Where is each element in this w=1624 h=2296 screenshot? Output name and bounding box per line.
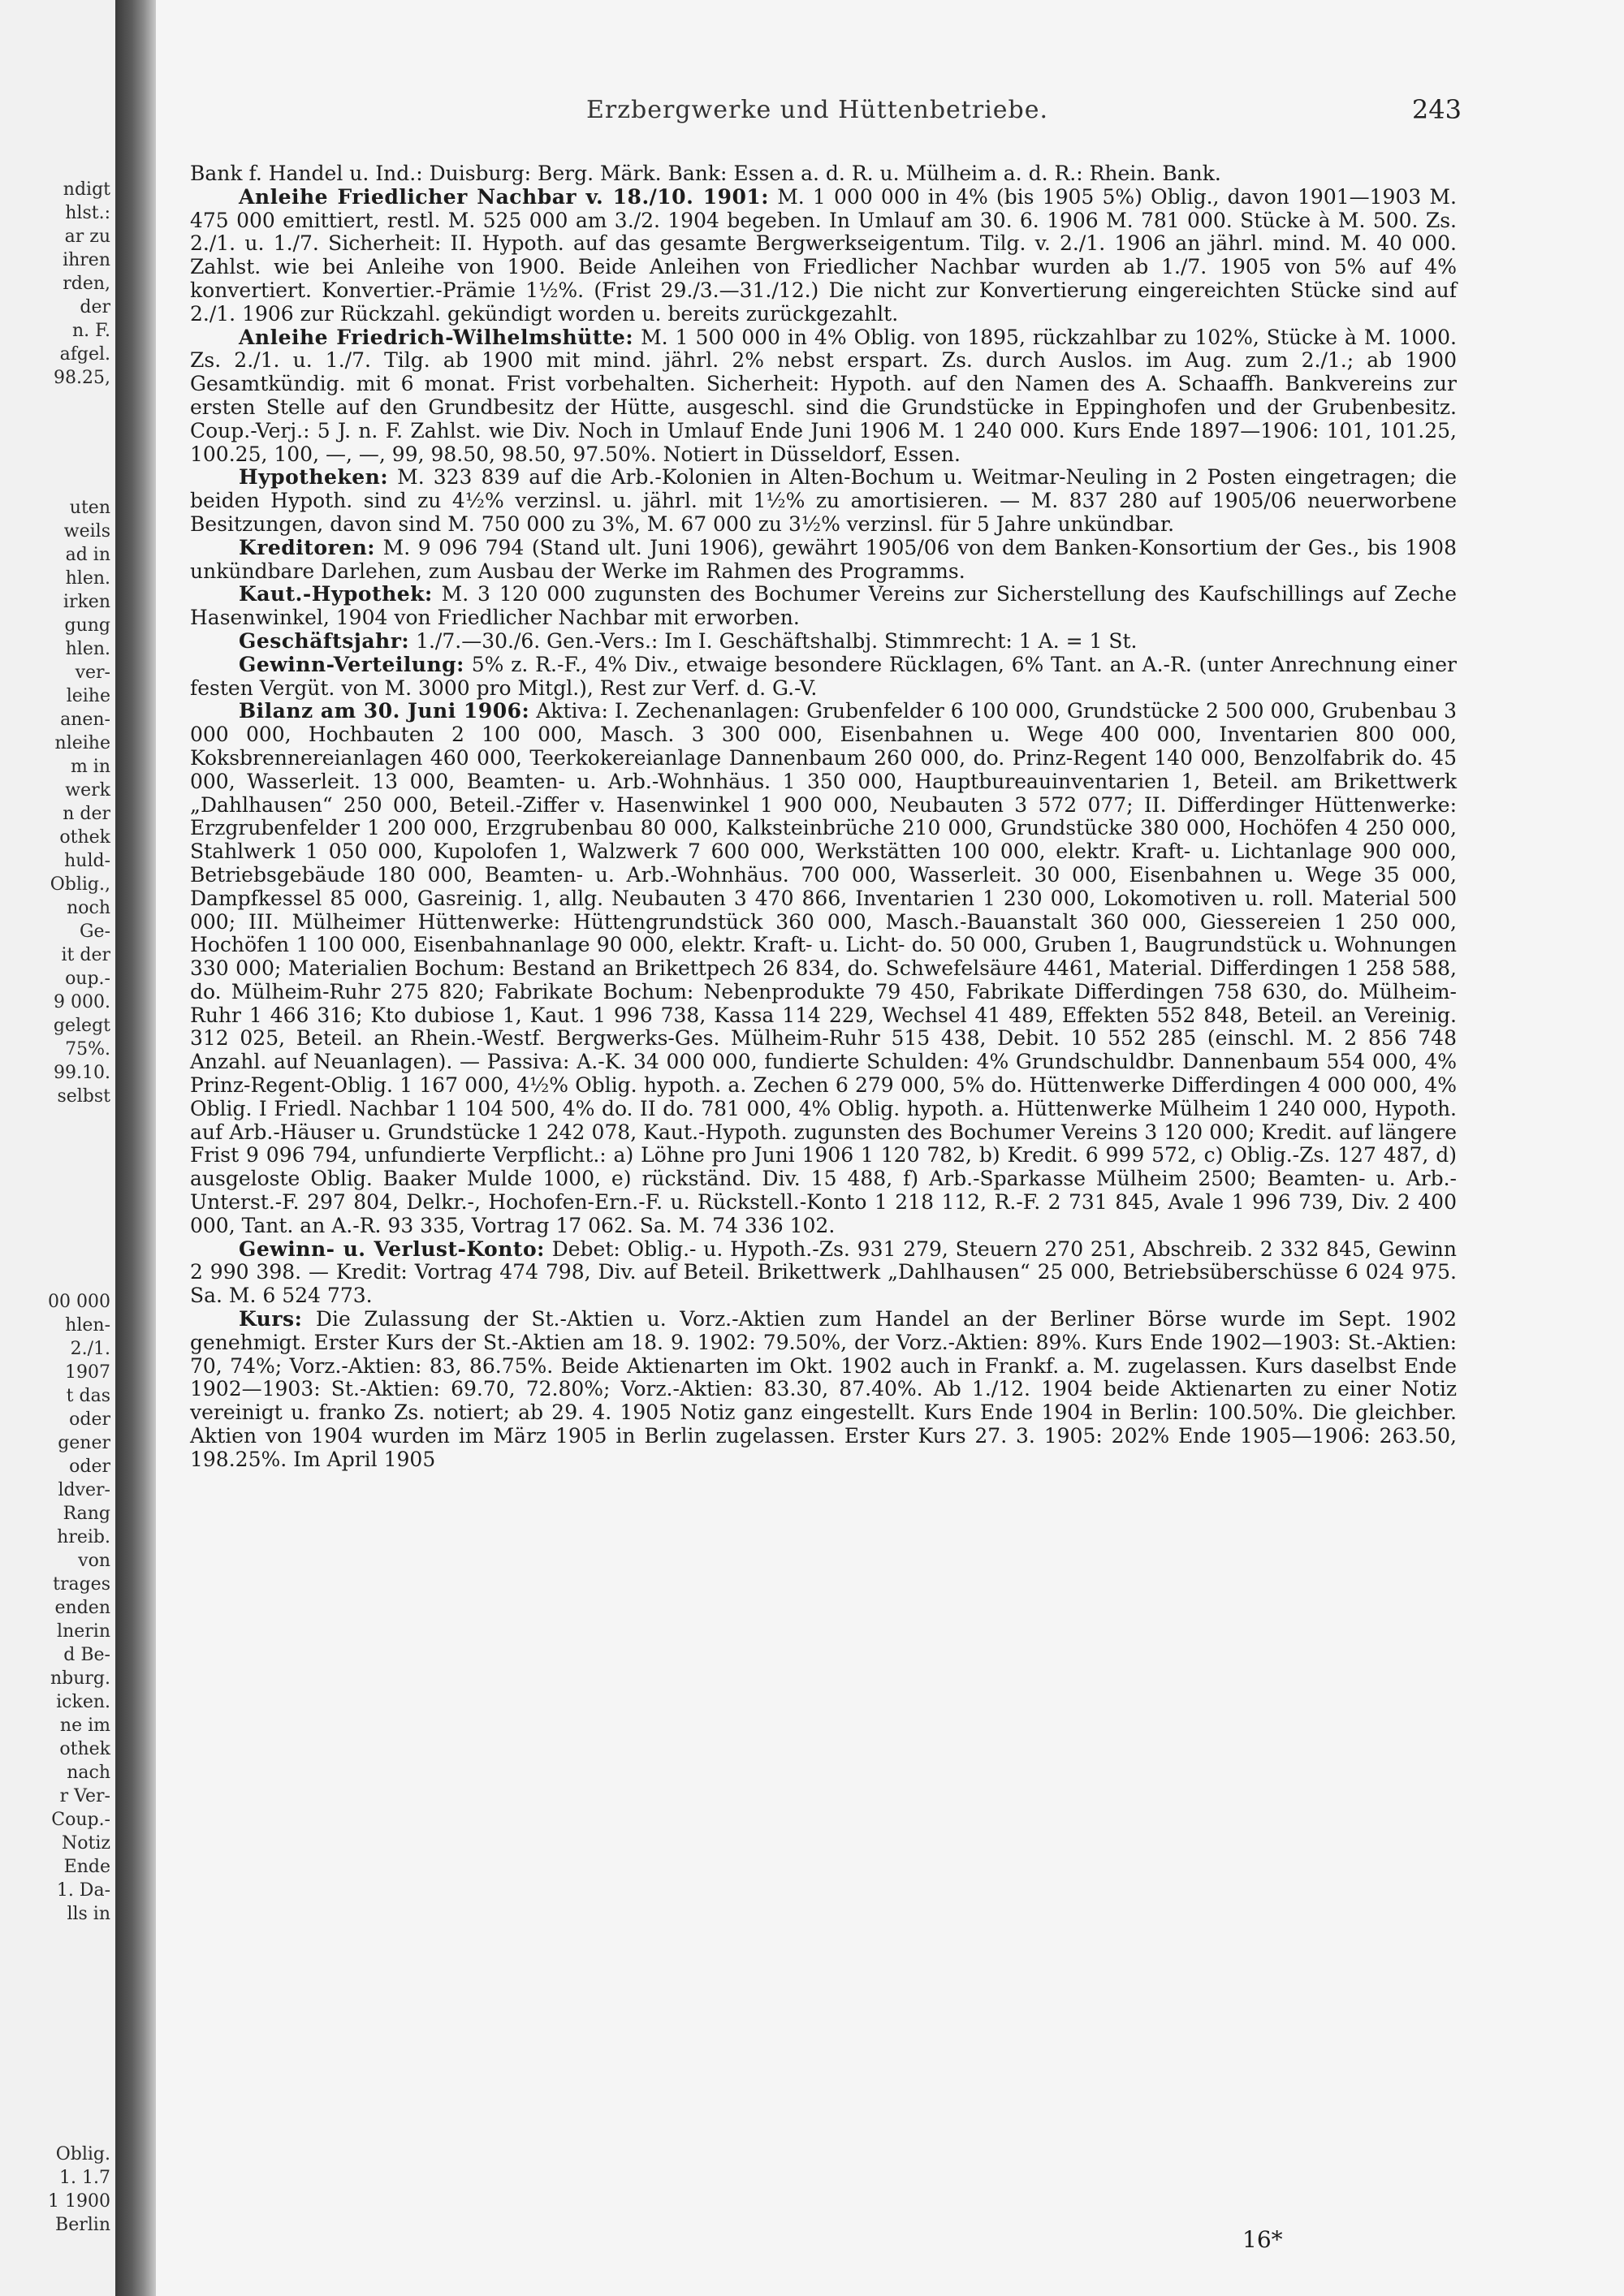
left-page-line: nleihe: [54, 733, 110, 753]
paragraph-text: M. 1 500 000 in 4% Oblig. von 1895, rückzahlbar zu 102%, Stücke à M. 1000. Zs. 2./1. u. 1./7. Tilg. ab 1900 mit mind. jährl. 2% nebst erspart. Zs. durch Auslos. im Aug. zum 2./1.; ab 1900 Gesamtkündig. mit 6 monat. Frist vorbehalten. Sicherheit: Hypoth. auf den Namen des A. Schaaffh. Bankvereins zur ersten Stelle auf den Grundbesitz der Hütte, ausgeschl. sind die Grundstücke in Eppinghofen und der Grubenbesitz. Coup.-Verj.: 5 J. n. F. Zahlst. wie Div. Noch in Umlauf Ende Juni 1906 M. 1 240 000. Kurs Ende 1897—1906: 101, 101.25, 100.25, 100, —, —, 99, 98.50, 98.50, 97.50%. Notiert in Düsseldorf, Essen.: [190, 325, 1457, 466]
left-page-line: 99.10.: [54, 1063, 110, 1083]
left-page-line: gung: [64, 615, 110, 636]
left-page-line: othek: [59, 827, 110, 848]
left-page-line: werk: [65, 780, 110, 801]
paragraph-heading: Gewinn- u. Verlust-Konto:: [239, 1236, 545, 1261]
left-page-line: 98.25,: [54, 368, 110, 388]
left-page-line: ver-: [75, 662, 110, 683]
left-page-line: selbst: [57, 1086, 110, 1107]
left-page-line: trages: [53, 1574, 110, 1595]
left-page-line: Ende: [63, 1857, 110, 1877]
paragraph-text: 1./7.—30./6. Gen.-Vers.: Im I. Geschäftshalbj. Stimmrecht: 1 A. = 1 St.: [416, 628, 1138, 653]
paragraph-heading: Kurs:: [239, 1307, 303, 1331]
left-page-line: der: [80, 297, 110, 317]
left-page-line: ne im: [59, 1716, 110, 1736]
paragraph-heading: Geschäftsjahr:: [239, 628, 410, 653]
left-page-line: 1. Da-: [56, 1880, 110, 1901]
paragraph: [190, 326, 1457, 467]
left-page-line: gener: [58, 1433, 110, 1453]
running-head: Erzbergwerke und Hüttenbetriebe.: [586, 96, 1049, 124]
left-page-line: ad in: [65, 545, 110, 565]
paragraph: [190, 1308, 1457, 1472]
left-page-line: ldver-: [58, 1480, 110, 1500]
left-page-line: rden,: [63, 274, 110, 294]
left-page-line: 75%.: [65, 1039, 110, 1060]
paragraph: [190, 466, 1457, 536]
paragraph: [190, 1238, 1457, 1308]
left-page-line: irken: [63, 592, 110, 612]
left-page-line: Rang: [63, 1504, 110, 1524]
left-page-line: anen-: [60, 710, 110, 730]
paragraph-heading: Bilanz am 30. Juni 1906:: [239, 699, 530, 723]
paragraph: [190, 186, 1457, 326]
paragraph-text: Debet: Oblig.- u. Hypoth.-Zs. 931 279, Steuern 270 251, Abschreib. 2 332 845, Gewinn 2 990 398. — Kredit: Vortrag 474 798, Div. auf Beteil. Brikettwerk „Dahlhausen“ 25 000, Betriebsüberschüsse 6 024 975. Sa. M. 6 524 773.: [190, 1236, 1458, 1308]
paragraph: [190, 537, 1457, 584]
paragraph-text: Aktiva: I. Zechenanlagen: Grubenfelder 6 100 000, Grundstücke 2 500 000, Grubenbau 3 000 000, Hochbauten 2 100 000, Masch. 3 300 000, Eisenbahnen u. Wege 400 000, Inventarien 800 000, Koksbrennereianlagen 460 000, Teerkokereianlage Dannenbaum 260 000, do. Prinz-Regent 140 000, Benzolfabrik do. 45 000, Wasserleit. 13 000, Beamten- u. Arb.-Wohnhäus. 1 350 000, Hauptbureauinventarien 1, Beteil. am Brikettwerk „Dahlhausen“ 250 000, Beteil.-Ziffer v. Hasenwinkel 1 900 000, Neubauten 3 572 077; II. Differdinger Hüttenwerke: Erzgrubenfelder 1 200 000, Erzgrubenbau 80 000, Kalksteinbrüche 210 000, Grundstücke 380 000, Hochöfen 4 250 000, Stahlwerk 1 050 000, Kupolofen 1, Walzwerk 7 600 000, Werkstätten 100 000, elektr. Kraft- u. Lichtanlage 900 000, Betriebsgebäude 180 000, Beamten- u. Arb.-Wohnhäus. 700 000, Wasserleit. 30 000, Eisenbahnen u. Wege 35 000, Dampfkessel 85 000, Gasreinig. 1, allg. Neubauten 3 470 866, Inventarien 1 230 000, Lokomotiven u. roll. Material 500 000; III. Mülheimer Hüttenwerke: Hüttengrundstück 360 000, Masch.-Bauanstalt 360 000, Giessereien 1 250 000, Hochöfen 1 100 000, Eisenbahnanlage 90 000, elektr. Kraft- u. Licht- do. 50 000, Gruben 1, Baugrundstück u. Wohnungen 330 000; Materialien Bochum: Bestand an Brikettpech 26 834, do. Schwefelsäure 4461, Material. Differdingen 1 258 588, do. Mülheim-Ruhr 275 820; Fabrikate Bochum: Nebenprodukte 79 450, Fabrikate Differdingen 758 630, do. Mülheim-Ruhr 1 466 316; Kto dubiose 1, Kaut. 1 996 738, Kassa 114 229, Wechsel 41 489, Effekten 552 848, Beteil. an Vereinig. 312 025, Beteil. an Rhein.-Westf. Bergwerks-Ges. Mülheim-Ruhr 515 438, Debit. 10 552 285 (einschl. M. 2 856 748 Anzahl. auf Neuanlagen). — Passiva: A.-K. 34 000 000, fundierte Schulden: 4% Grundschuldbr. Dannenbaum 554 000, 4% Prinz-Regent-Oblig. 1 167 000, 4½% Oblig. hypoth. a. Zechen 6 279 000, 5% do. Hüttenwerke Differdingen 4 000 000, 4% Oblig. I Friedl. Nachbar 1 104 500, 4% do. II do. 781 000, 4% Oblig. hypoth. a. Hüttenwerke Mülheim 1 240 000, Hypoth. auf Arb.-Häuser u. Grundstücke 1 242 078, Kaut.-Hypoth. zugunsten des Bochumer Vereins 3 120 000; Kredit. auf längere Frist 9 096 794, unfundierte Verpflicht.: a) Löhne pro Juni 1906 1 120 782, b) Kredit. 6 999 572, c) Oblig.-Zs. 127 487, d) ausgeloste Oblig. Baaker Mulde 1000, e) rückständ. Div. 15 488, f) Arb.-Sparkasse Mülheim 2500; Beamten- u. Arb.-Unterst.-F. 297 804, Delkr.-, Hochofen-Ern.-F. u. Rückstell.-Konto 1 218 112, R.-F. 2 731 845, Avale 1 996 739, Div. 2 400 000, Tant. an A.-R. 93 335, Vortrag 17 062. Sa. M. 74 336 102.: [190, 699, 1457, 1237]
left-page-line: von: [78, 1551, 110, 1571]
paragraph-text: 5% z. R.-F., 4% Div., etwaige besondere Rücklagen, 6% Tant. an A.-R. (unter Anrechnung einer festen Vergüt. von M. 3000 pro Mitgl.), Rest zur Verf. d. G.-V.: [190, 652, 1457, 700]
left-page-line: weils: [63, 521, 110, 542]
left-page-line: 1. 1.7: [59, 2168, 110, 2188]
left-page-line: 2./1.: [70, 1339, 110, 1359]
left-page-line: hlen-: [65, 1315, 110, 1336]
left-page-line: n der: [63, 804, 110, 824]
paragraph-heading: Hypotheken:: [239, 465, 389, 490]
paragraph: [190, 654, 1457, 701]
left-page-line: nburg.: [50, 1668, 110, 1689]
sheet-signature: 16*: [1242, 2226, 1283, 2253]
left-page-line: Berlin: [55, 2215, 110, 2235]
left-page-line: hlst.:: [65, 203, 110, 223]
left-page-line: afgel.: [59, 344, 110, 365]
left-page-line: othek: [59, 1739, 110, 1759]
left-page-line: 1 1900: [48, 2191, 110, 2212]
page: [156, 0, 1624, 2296]
left-page-line: ndigt: [63, 179, 110, 200]
left-page-line: icken.: [56, 1692, 110, 1712]
paragraph-heading: Kreditoren:: [239, 535, 375, 559]
left-page-line: hlen.: [65, 568, 110, 589]
paragraph-text: Bank f. Handel u. Ind.: Duisburg: Berg. Märk. Bank: Essen a. d. R. u. Mülheim a. d. R.: Rhein. Bank.: [190, 162, 1221, 185]
left-page-line: nach: [67, 1763, 110, 1783]
left-page-line: hlen.: [65, 639, 110, 659]
left-page-line: oder: [69, 1457, 110, 1477]
paragraph-heading: Kaut.-Hypothek:: [239, 582, 433, 606]
left-page-line: ihren: [63, 250, 110, 270]
left-page-line: Ge-: [79, 921, 110, 942]
left-page-line: oder: [69, 1409, 110, 1430]
left-page-line: Coup.-: [51, 1810, 110, 1830]
left-page-line: lnerin: [57, 1621, 110, 1642]
left-page-line: oup.-: [65, 969, 110, 989]
paragraph-heading: Anleihe Friedlicher Nachbar v. 18./10. 1901:: [239, 184, 770, 209]
left-page-line: d Be-: [63, 1645, 110, 1665]
paragraph: [190, 630, 1457, 654]
paragraph: [190, 700, 1457, 1237]
left-page-fragment: [0, 0, 115, 2296]
paragraph: [190, 162, 1457, 186]
left-page-line: it der: [61, 945, 110, 965]
paragraph-heading: Gewinn-Verteilung:: [239, 652, 464, 676]
left-page-line: hreib.: [57, 1527, 110, 1547]
paragraph-text: M. 3 120 000 zugunsten des Bochumer Vereins zur Sicherstellung des Kaufschillings auf Zeche Hasenwinkel, 1904 von Friedlicher Nachbar mit erworben.: [190, 582, 1457, 630]
left-page-line: enden: [54, 1598, 110, 1618]
left-page-line: Notiz: [62, 1833, 110, 1854]
left-page-line: 1907: [65, 1362, 110, 1383]
body-text: [190, 162, 1457, 1472]
left-page-line: n. F.: [72, 321, 110, 341]
paragraph-text: M. 1 000 000 in 4% (bis 1905 5%) Oblig., davon 1901—1903 M. 475 000 emittiert, restl. M. 525 000 am 3./2. 1904 begeben. In Umlauf am 30. 6. 1906 M. 781 000. Stücke à M. 500. Zs. 2./1. u. 1./7. Sicherheit: II. Hypoth. auf das gesamte Bergwerkseigentum. Tilg. v. 2./1. 1906 an jährl. mind. M. 40 000. Zahlst. wie bei Anleihe von 1900. Beide Anleihen von Friedlicher Nachbar wurden ab 1./7. 1905 von 5% auf 4% konvertiert. Konvertier.-Prämie 1½%. (Frist 29./3.—31./12.) Die nicht zur Konvertierung eingereichten Stücke sind auf 2./1. 1906 zur Rückzahl. gekündigt worden u. bereits zurückgezahlt.: [190, 184, 1457, 326]
left-page-line: m in: [70, 757, 110, 777]
paragraph-text: M. 323 839 auf die Arb.-Kolonien in Alten-Bochum u. Weitmar-Neuling in 2 Posten eingetragen; die beiden Hypoth. sind zu 4½% verzinsl. u. jährl. mit 1½% zu amortisieren. — M. 837 280 auf 1905/06 neuerworbene Besitzungen, davon sind M. 750 000 zu 3%, M. 67 000 zu 3½% verzinsl. für 5 Jahre unkündbar.: [190, 465, 1457, 536]
left-page-line: uten: [69, 498, 110, 518]
paragraph-text: M. 9 096 794 (Stand ult. Juni 1906), gewährt 1905/06 von dem Banken-Konsortium der Ges., bis 1908 unkündbare Darlehen, zum Ausbau der Werke im Rahmen des Programms.: [190, 535, 1457, 583]
left-page-line: r Ver-: [59, 1786, 110, 1806]
left-page-line: leihe: [66, 686, 110, 706]
left-page-line: gelegt: [53, 1016, 110, 1036]
left-page-line: noch: [67, 898, 110, 918]
left-page-line: lls in: [67, 1904, 110, 1924]
left-page-line: t das: [66, 1386, 110, 1406]
paragraph: [190, 583, 1457, 630]
paragraph-text: Die Zulassung der St.-Aktien u. Vorz.-Aktien zum Handel an der Berliner Börse wurde im Sept. 1902 genehmigt. Erster Kurs der St.-Aktien am 18. 9. 1902: 79.50%, der Vorz.-Aktien: 89%. Kurs Ende 1902—1903: St.-Aktien: 70, 74%; Vorz.-Aktien: 83, 86.75%. Beide Aktienarten im Okt. 1902 auch in Frankf. a. M. zugelassen. Kurs daselbst Ende 1902—1903: St.-Aktien: 69.70, 72.80%; Vorz.-Aktien: 83.30, 87.40%. Ab 1./12. 1904 beide Aktienarten zu einer Notiz vereinigt u. franko Zs. notiert; ab 29. 4. 1905 Notiz ganz eingestellt. Kurs Ende 1904 in Berlin: 100.50%. Die gleichber. Aktien von 1904 wurden im März 1905 in Berlin zugelassen. Erster Kurs 27. 3. 1905: 202% Ende 1905—1906: 263.50, 198.25%. Im April 1905: [190, 1307, 1457, 1471]
book-gutter: [115, 0, 156, 2296]
paragraph-heading: Anleihe Friedrich-Wilhelmshütte:: [239, 325, 634, 349]
left-page-line: 00 000: [48, 1292, 110, 1312]
left-page-line: Oblig.: [55, 2144, 110, 2164]
left-page-line: Oblig.,: [50, 874, 110, 895]
left-page-line: ar zu: [64, 227, 110, 247]
page-number: 243: [1411, 94, 1462, 125]
left-page-line: 9 000.: [54, 992, 110, 1012]
left-page-line: huld-: [64, 851, 110, 871]
